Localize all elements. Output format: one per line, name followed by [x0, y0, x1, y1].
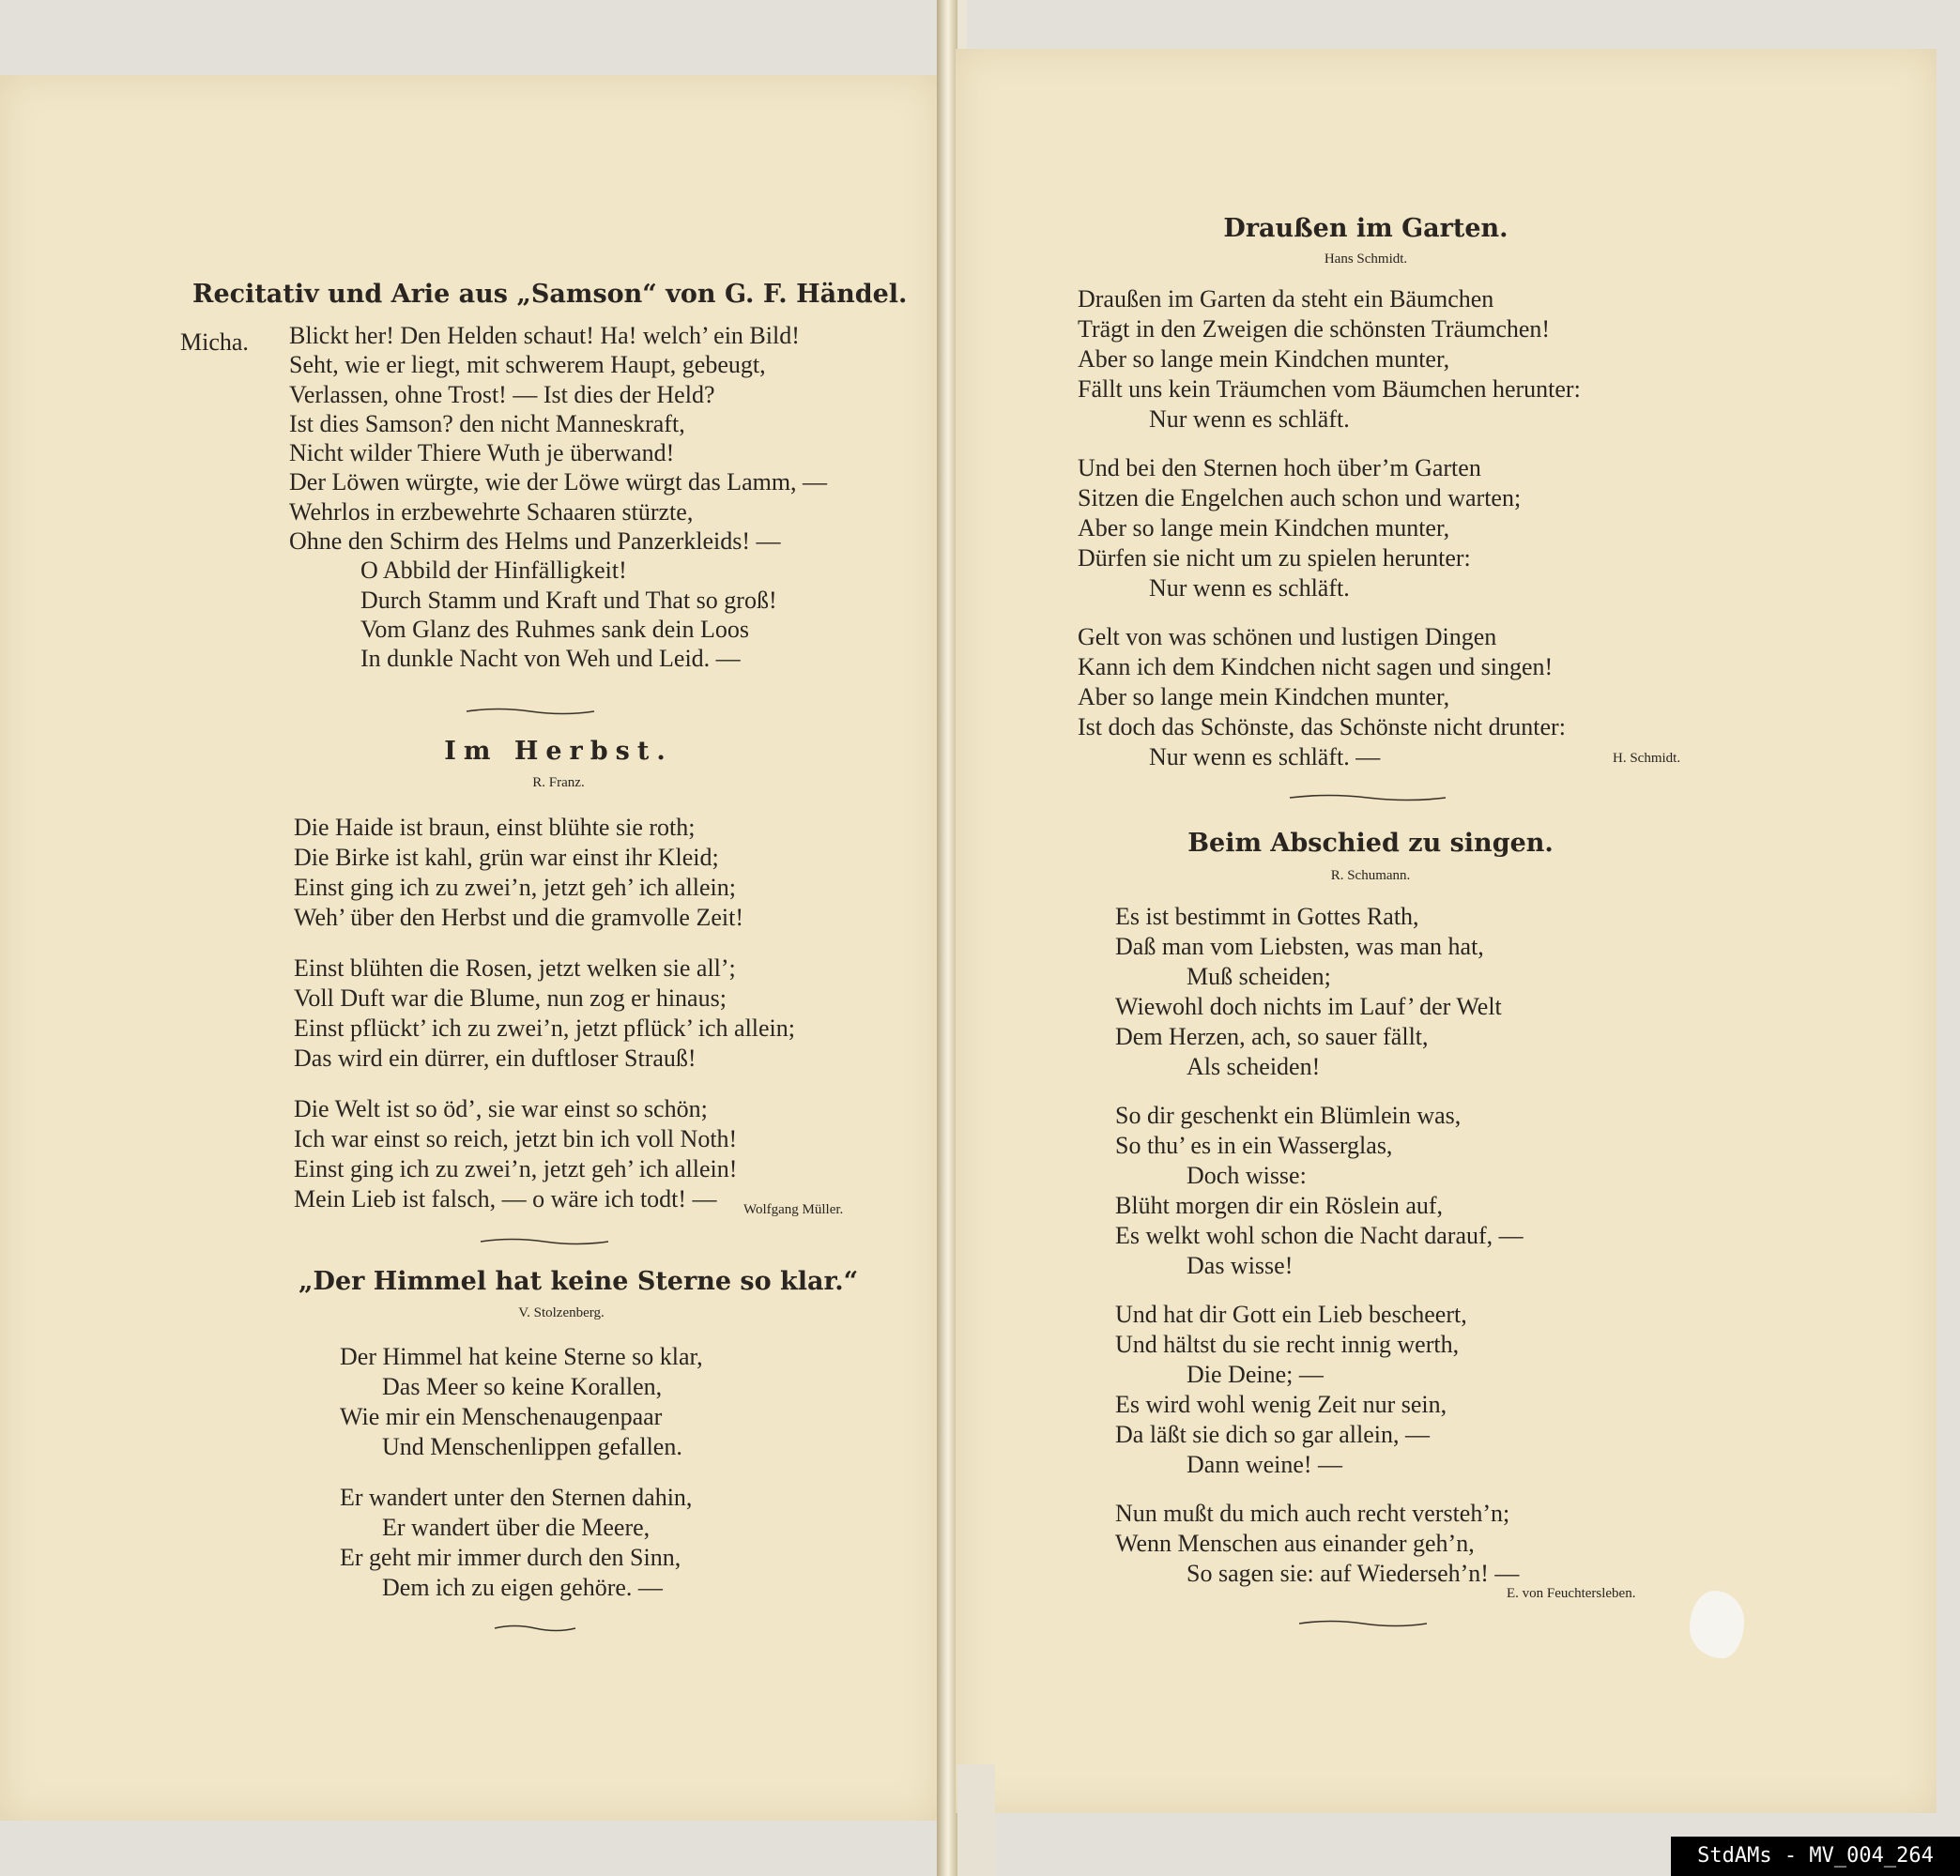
verse-line: Dem ich zu eigen gehöre. —	[382, 1574, 663, 1601]
verse-line: Wehrlos in erzbewehrte Schaaren stürzte,	[289, 497, 694, 526]
verse-line: Als scheiden!	[1187, 1053, 1321, 1080]
samson-title: Recitativ und Arie aus „Samson“ von G. F. Händel.	[192, 280, 908, 309]
verse-line: Der Himmel hat keine Sterne so klar,	[340, 1343, 703, 1370]
verse-line: In dunkle Nacht von Weh und Leid. —	[360, 645, 741, 673]
ornament-divider	[1297, 1619, 1429, 1628]
verse-line: Durch Stamm und Kraft und That so groß!	[360, 586, 777, 614]
ornament-divider	[1288, 793, 1447, 802]
verse-line: Wie mir ein Menschenaugenpaar	[340, 1403, 663, 1430]
verse-line: Und hat dir Gott ein Lieb bescheert,	[1115, 1301, 1467, 1328]
herbst-title: Im Herbst.	[444, 737, 673, 766]
verse-line: Voll Duft war die Blume, nun zog er hinaus;	[294, 984, 727, 1012]
verse-line: Es ist bestimmt in Gottes Rath,	[1115, 903, 1419, 930]
verse-line: Wenn Menschen aus einander geh’n,	[1115, 1530, 1475, 1557]
verse-line: Mein Lieb ist falsch, — o wäre ich todt! —	[294, 1185, 717, 1213]
verse-line: Die Welt ist so öd’, sie war einst so schön;	[294, 1095, 708, 1122]
verse-line: Aber so lange mein Kindchen munter,	[1078, 514, 1450, 541]
verse-line: Nur wenn es schläft.	[1149, 405, 1350, 433]
garten-poem	[1078, 284, 1581, 772]
verse-line: Verlassen, ohne Trost! — Ist dies der Held?	[289, 380, 715, 408]
verse-line: Es welkt wohl schon die Nacht darauf, —	[1115, 1222, 1524, 1249]
verse-line: Und bei den Sternen hoch über’m Garten	[1078, 454, 1481, 481]
verse-line: O Abbild der Hinfälligkeit!	[360, 557, 627, 585]
verse-line: Seht, wie er liegt, mit schwerem Haupt, gebeugt,	[289, 351, 766, 379]
verse-line: Aber so lange mein Kindchen munter,	[1078, 345, 1450, 373]
herbst-poem	[294, 813, 795, 1214]
book-spine	[937, 0, 957, 1876]
verse-line: Nur wenn es schläft. —	[1149, 743, 1381, 770]
archive-label: StdAMs - MV_004_264	[1671, 1837, 1960, 1876]
verse-line: Er geht mir immer durch den Sinn,	[340, 1544, 681, 1571]
page-edge-tab	[957, 1764, 995, 1876]
verse-line: Sitzen die Engelchen auch schon und warten;	[1078, 484, 1522, 511]
verse-line: Der Löwen würgte, wie der Löwe würgt das Lamm, —	[289, 468, 828, 496]
verse-line: Die Birke ist kahl, grün war einst ihr Kleid;	[294, 844, 719, 871]
verse-line: Nicht wilder Thiere Wuth je überwand!	[289, 439, 675, 467]
himmel-title: „Der Himmel hat keine Sterne so klar.“	[299, 1267, 859, 1296]
verse-line: Fällt uns kein Träumchen vom Bäumchen herunter:	[1078, 375, 1581, 403]
verse-line: Wiewohl doch nichts im Lauf’ der Welt	[1115, 993, 1502, 1020]
verse-line: Dem Herzen, ach, so sauer fällt,	[1115, 1023, 1429, 1050]
paper-damage-hole	[1690, 1591, 1744, 1658]
verse-line: Ist doch das Schönste, das Schönste nicht drunter:	[1078, 713, 1566, 740]
verse-line: Das wisse!	[1187, 1252, 1294, 1279]
verse-line: Trägt in den Zweigen die schönsten Träumchen!	[1078, 315, 1551, 343]
verse-line: Einst pflückt’ ich zu zwei’n, jetzt pflück’ ich allein;	[294, 1014, 796, 1042]
ornament-divider	[465, 707, 596, 716]
verse-line: Dürfen sie nicht um zu spielen herunter:	[1078, 544, 1471, 572]
verse-line: Draußen im Garten da steht ein Bäumchen	[1078, 285, 1494, 313]
verse-line: Er wandert unter den Sternen dahin,	[340, 1484, 693, 1511]
verse-line: So dir geschenkt ein Blümlein was,	[1115, 1102, 1462, 1129]
verse-line: So thu’ es in ein Wasserglas,	[1115, 1132, 1393, 1159]
garten-author: Hans Schmidt.	[1324, 252, 1408, 267]
garten-title: Draußen im Garten.	[1223, 214, 1508, 243]
verse-line: Einst blühten die Rosen, jetzt welken sie all’;	[294, 954, 736, 982]
abschied-author: R. Schumann.	[1330, 868, 1411, 883]
abschied-title: Beim Abschied zu singen.	[1187, 829, 1554, 858]
herbst-signature: Wolfgang Müller.	[743, 1202, 844, 1217]
verse-line: Ist dies Samson? den nicht Manneskraft,	[289, 409, 685, 437]
verse-line: Und hältst du sie recht innig werth,	[1115, 1331, 1460, 1358]
verse-line: Und Menschenlippen gefallen.	[382, 1433, 682, 1460]
ornament-divider	[493, 1624, 577, 1633]
abschied-signature: E. von Feuchtersleben.	[1507, 1586, 1636, 1601]
verse-line: Ich war einst so reich, jetzt bin ich voll Noth!	[294, 1125, 738, 1152]
garten-signature: H. Schmidt.	[1613, 751, 1681, 766]
verse-line: Muß scheiden;	[1187, 963, 1331, 990]
himmel-author: V. Stolzenberg.	[518, 1305, 605, 1320]
verse-line: Da läßt sie dich so gar allein, —	[1115, 1421, 1431, 1448]
verse-line: Aber so lange mein Kindchen munter,	[1078, 683, 1450, 710]
verse-line: So sagen sie: auf Wiederseh’n! —	[1187, 1560, 1520, 1587]
verse-line: Die Haide ist braun, einst blühte sie roth;	[294, 814, 696, 841]
verse-line: Kann ich dem Kindchen nicht sagen und singen!	[1078, 653, 1554, 680]
verse-line: Blickt her! Den Helden schaut! Ha! welch’ ein Bild!	[289, 322, 800, 349]
verse-line: Ohne den Schirm des Helms und Panzerkleids! —	[289, 527, 781, 556]
verse-line: Daß man vom Liebsten, was man hat,	[1115, 933, 1484, 960]
verse-line: Er wandert über die Meere,	[382, 1514, 651, 1541]
verse-line: Blüht morgen dir ein Röslein auf,	[1115, 1192, 1444, 1219]
himmel-poem	[340, 1342, 703, 1603]
verse-line: Doch wisse:	[1187, 1162, 1307, 1189]
verse-line: Nun mußt du mich auch recht versteh’n;	[1115, 1500, 1510, 1527]
verse-line: Das Meer so keine Korallen,	[382, 1373, 663, 1400]
verse-line: Gelt von was schönen und lustigen Dingen	[1078, 623, 1497, 650]
verse-line: Weh’ über den Herbst und die gramvolle Zeit!	[294, 904, 743, 931]
verse-line: Vom Glanz des Ruhmes sank dein Loos	[360, 615, 750, 643]
samson-recitative	[289, 321, 827, 674]
verse-line: Es wird wohl wenig Zeit nur sein,	[1115, 1391, 1447, 1418]
verse-line: Einst ging ich zu zwei’n, jetzt geh’ ich allein;	[294, 874, 736, 901]
herbst-author: R. Franz.	[532, 775, 585, 790]
verse-line: Die Deine; —	[1187, 1361, 1324, 1388]
verse-line: Das wird ein dürrer, ein duftloser Strauß!	[294, 1045, 697, 1072]
verse-line: Nur wenn es schläft.	[1149, 574, 1350, 602]
verse-line: Dann weine! —	[1187, 1451, 1343, 1478]
abschied-poem	[1115, 902, 1524, 1589]
speaker-label: Micha.	[180, 328, 249, 356]
ornament-divider	[479, 1237, 610, 1246]
verse-line: Einst ging ich zu zwei’n, jetzt geh’ ich allein!	[294, 1155, 738, 1182]
